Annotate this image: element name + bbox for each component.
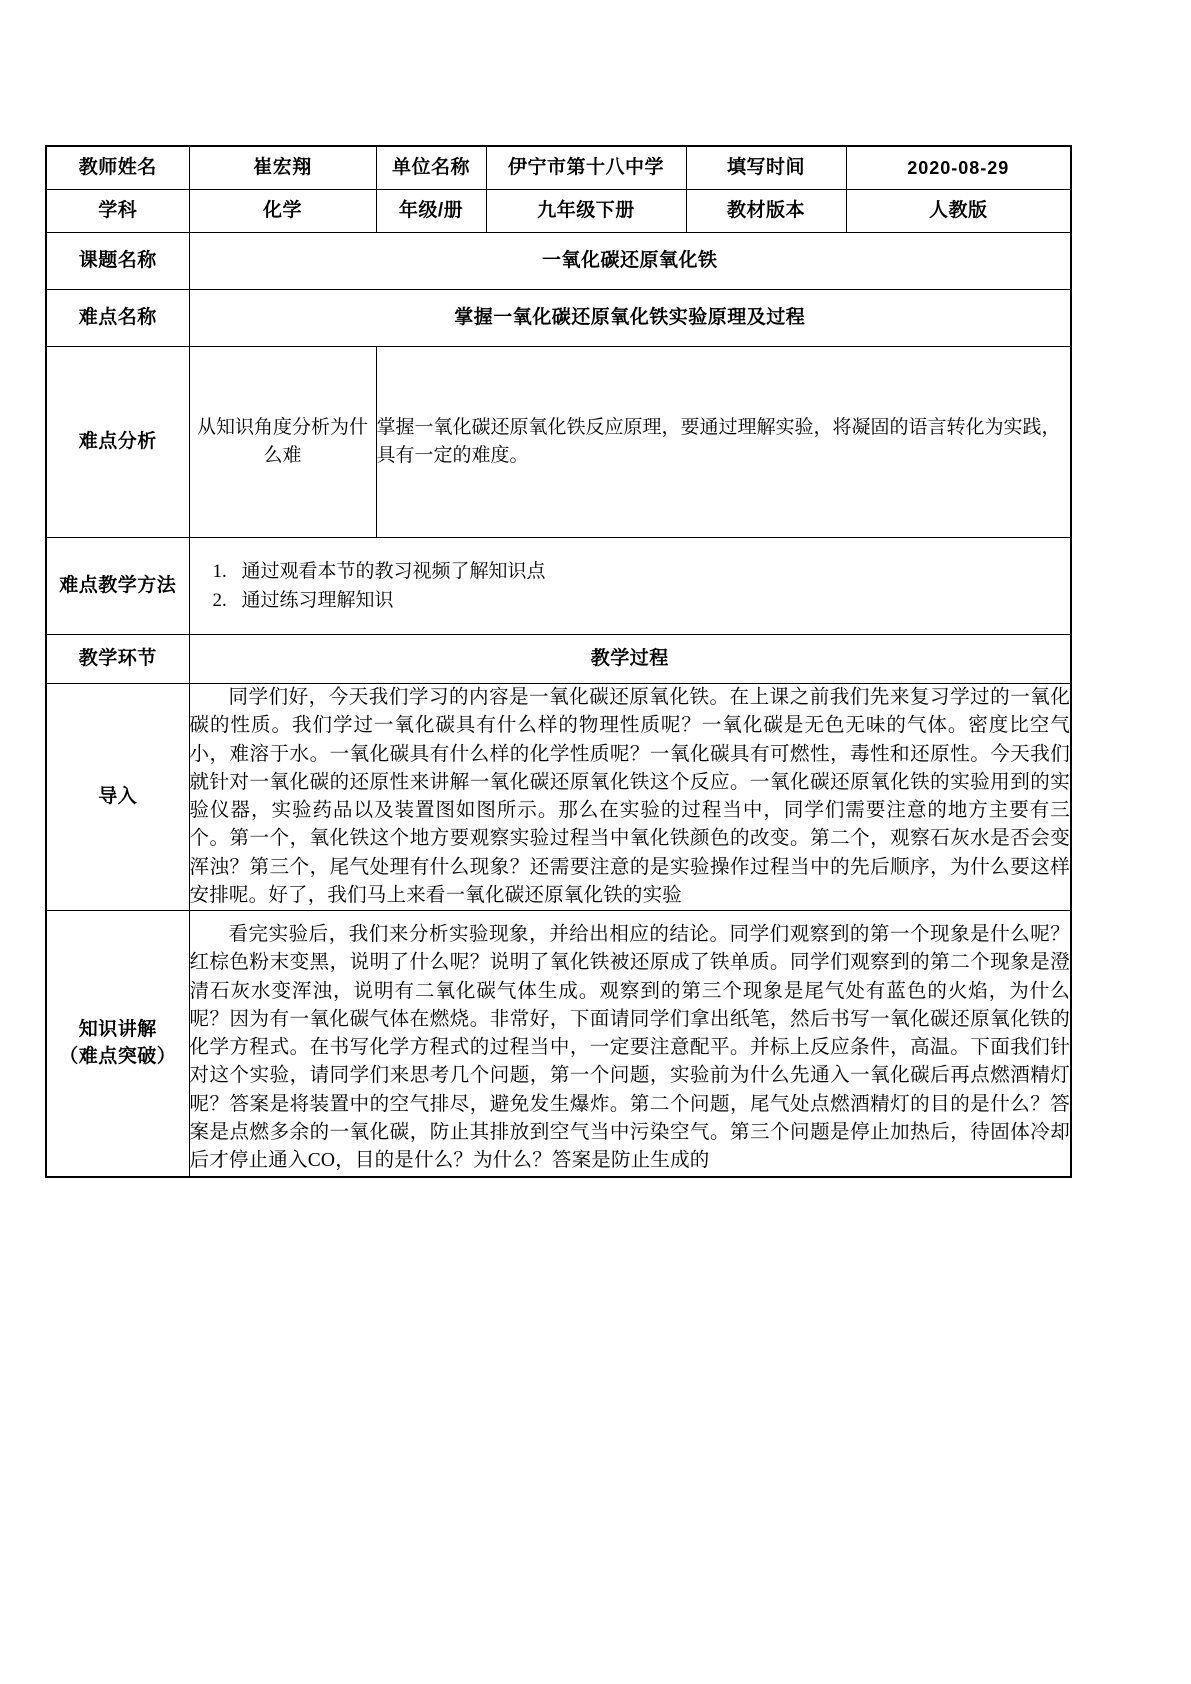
topic-label: 课题名称 — [46, 233, 189, 290]
stage-body-intro: 同学们好，今天我们学习的内容是一氧化碳还原氧化铁。在上课之前我们先来复习学过的一氧化碳的性质。我们学过一氧化碳具有什么样的物理性质呢？一氧化碳是无色无味的气体。密度比空气小，难溶于水。一氧化碳具有什么样的化学性质呢？一氧化碳具有可燃性，毒性和还原性。今天我们就针对一氧化碳的还原性来讲解一氧化碳还原氧化铁这个反应。一氧化碳还原氧化铁的实验用到的实验仪器，实验药品以及装置图如图所示。那么在实验的过程当中，同学们需要注意的地方主要有三个。第一个，氧化铁这个地方要观察实验过程当中氧化铁颜色的改变。第二个，观察石灰水是否会变浑浊？第三个，尾气处理有什么现象？还需要注意的是实验操作过程当中的先后顺序，为什么要这样安排呢。好了，我们马上来看一氧化碳还原氧化铁的实验 — [189, 684, 1071, 911]
textbook-value: 人教版 — [846, 190, 1071, 233]
table-row-teacher-info — [46, 146, 1071, 190]
stage-body-explain: 看完实验后，我们来分析实验现象，并给出相应的结论。同学们观察到的第一个现象是什么呢？红棕色粉末变黑，说明了什么呢？说明了氧化铁被还原成了铁单质。同学们观察到的第二个现象是澄清石灰水变浑浊，说明有二氧化碳气体生成。观察到的第三个现象是尾气处有蓝色的火焰，为什么呢？因为有一氧化碳气体在燃烧。非常好，下面请同学们拿出纸笔，然后书写一氧化碳还原氧化铁的化学方程式。在书写化学方程式的过程当中，一定要注意配平。并标上反应条件，高温。下面我们针对这个实验，请同学们来思考几个问题，第一个问题，实验前为什么先通入一氧化碳后再点燃酒精灯呢？答案是将装置中的空气排尽，避免发生爆炸。第二个问题，尾气处点燃酒精灯的目的是什么？答案是点燃多余的一氧化碳，防止其排放到空气当中污染空气。第三个问题是停止加热后，待固体冷却后才停止通入CO，目的是什么？为什么？答案是防止生成的 — [189, 911, 1071, 1177]
topic-value: 一氧化碳还原氧化铁 — [189, 233, 1071, 290]
table-row-process-header — [46, 635, 1071, 684]
teacher-name-label: 教师姓名 — [46, 146, 189, 190]
difficulty-analysis-label: 难点分析 — [46, 347, 189, 538]
teacher-name-value: 崔宏翔 — [189, 146, 376, 190]
table-row-subject-info — [46, 190, 1071, 233]
teaching-method-label: 难点教学方法 — [46, 538, 189, 635]
textbook-label: 教材版本 — [686, 190, 846, 233]
subject-value: 化学 — [189, 190, 376, 233]
stage-label-explain — [46, 911, 189, 1177]
list-item: 2. 通过练习理解知识 — [232, 587, 1071, 615]
difficulty-name-value: 掌握一氧化碳还原氧化铁实验原理及过程 — [189, 290, 1071, 347]
table-row-teaching-method — [46, 538, 1071, 635]
stage-label-explain-line1: 知识讲解 — [78, 1018, 157, 1040]
process-column-header: 教学过程 — [189, 635, 1071, 684]
grade-value: 九年级下册 — [486, 190, 686, 233]
stage-label-explain-line2: （难点突破） — [59, 1046, 177, 1068]
grade-label: 年级/册 — [376, 190, 486, 233]
list-item: 1. 通过观看本节的教习视频了解知识点 — [232, 558, 1071, 586]
table-row-topic — [46, 233, 1071, 290]
teaching-method-list — [190, 558, 1071, 614]
table-row-difficulty-name — [46, 290, 1071, 347]
stage-column-header: 教学环节 — [46, 635, 189, 684]
unit-name-label: 单位名称 — [376, 146, 486, 190]
lesson-plan-table — [45, 145, 1072, 1178]
difficulty-analysis-sublabel: 从知识角度分析为什么难 — [189, 347, 376, 538]
teaching-method-body — [189, 538, 1071, 635]
table-row-difficulty-analysis — [46, 347, 1071, 538]
date-label: 填写时间 — [686, 146, 846, 190]
table-row-stage-explain — [46, 911, 1071, 1177]
stage-label-intro: 导入 — [46, 684, 189, 911]
unit-name-value: 伊宁市第十八中学 — [486, 146, 686, 190]
table-row-stage-intro — [46, 684, 1071, 911]
date-value: 2020-08-29 — [846, 146, 1071, 190]
difficulty-name-label: 难点名称 — [46, 290, 189, 347]
difficulty-analysis-body: 掌握一氧化碳还原氧化铁反应原理，要通过理解实验，将凝固的语言转化为实践，具有一定的难度。 — [376, 347, 1071, 538]
subject-label: 学科 — [46, 190, 189, 233]
